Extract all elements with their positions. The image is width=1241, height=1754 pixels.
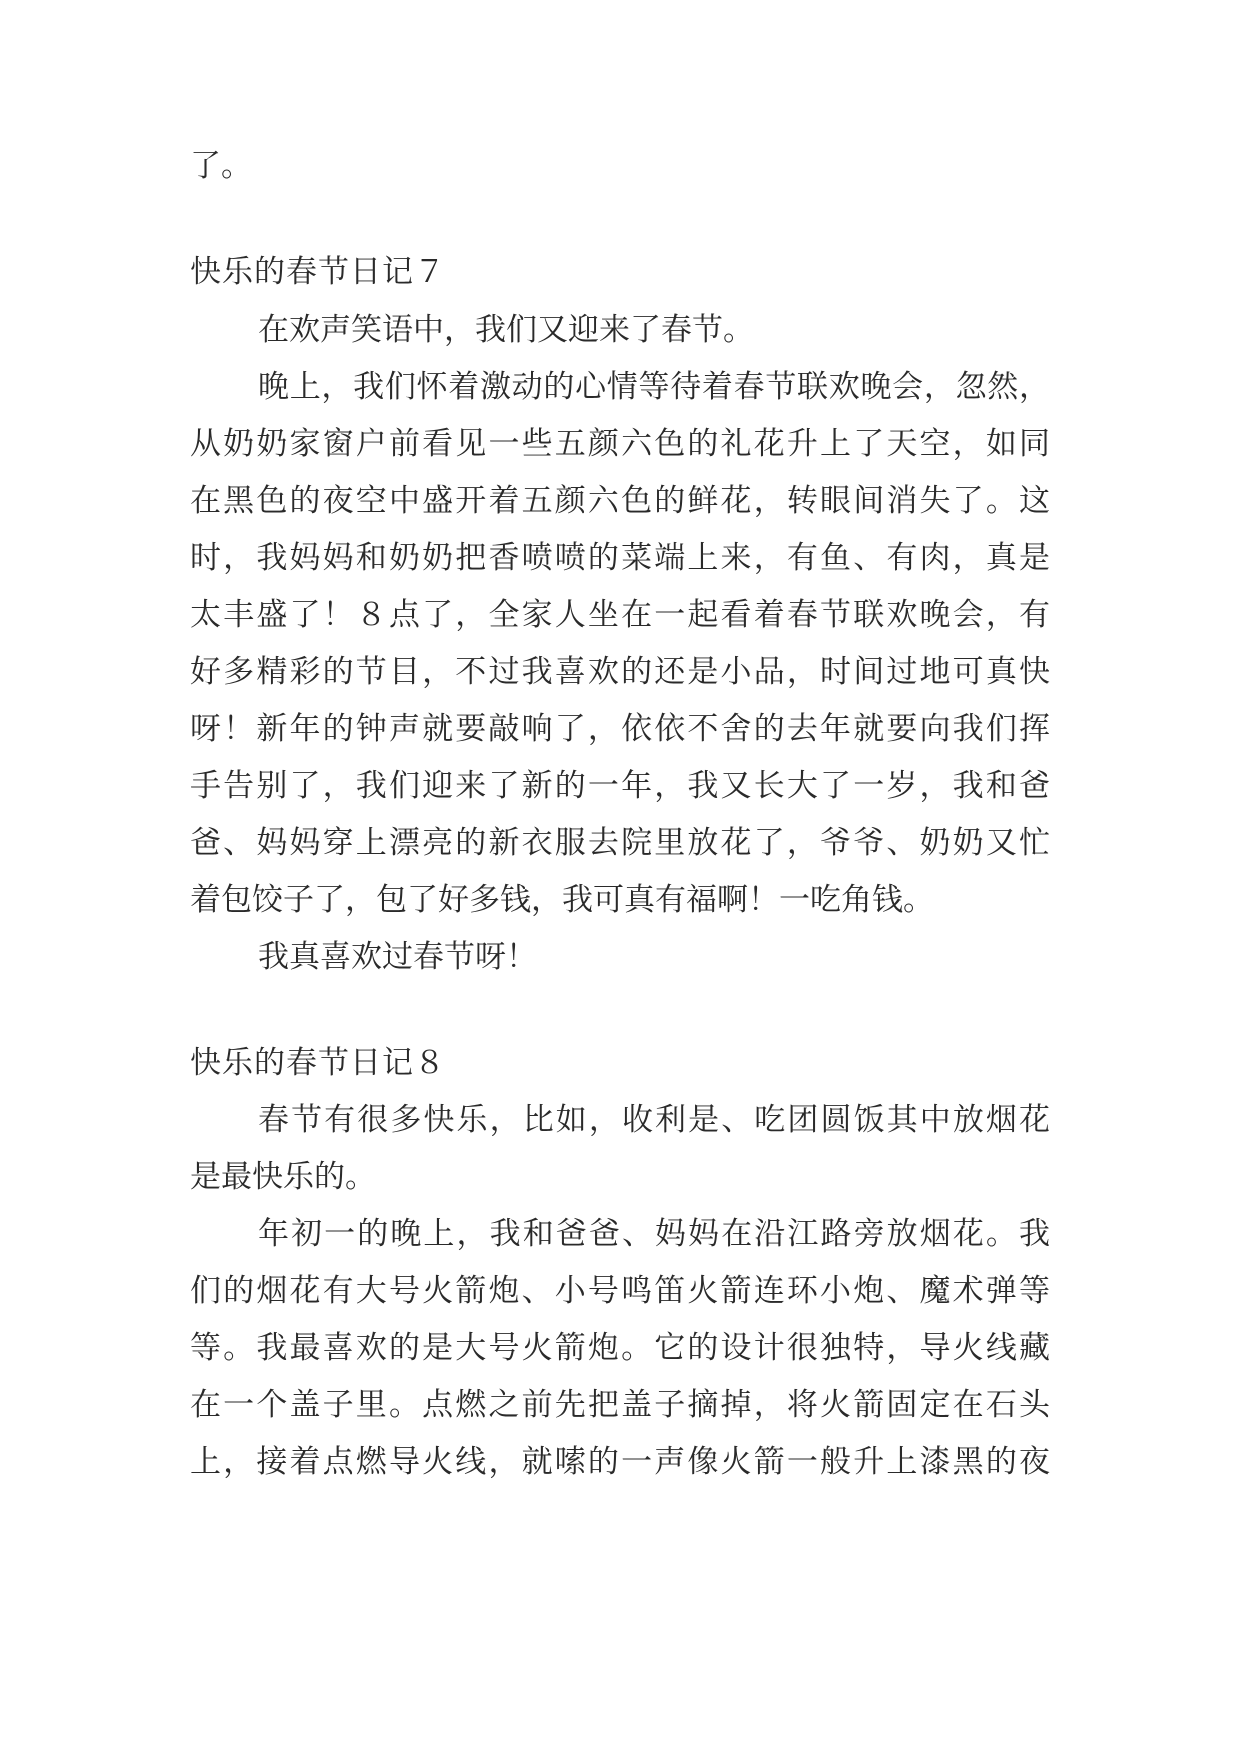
paragraph-line: 时，我妈妈和奶奶把香喷喷的菜端上来，有鱼、有肉，真是	[190, 540, 1050, 576]
paragraph-line: 晚上，我们怀着激动的心情等待着春节联欢晚会，忽然，	[258, 369, 1050, 405]
paragraph-line: 手告别了，我们迎来了新的一年，我又长大了一岁，我和爸	[190, 768, 1050, 804]
paragraph-line: 等。我最喜欢的是大号火箭炮。它的设计很独特，导火线藏	[190, 1330, 1050, 1366]
section-heading-7: 快乐的春节日记７	[190, 254, 446, 290]
paragraph-line: 上，接着点燃导火线，就嗦的一声像火箭一般升上漆黑的夜	[190, 1444, 1050, 1480]
paragraph-line: 在一个盖子里。点燃之前先把盖子摘掉，将火箭固定在石头	[190, 1387, 1050, 1423]
paragraph-line: 在黑色的夜空中盛开着五颜六色的鲜花，转眼间消失了。这	[190, 483, 1050, 519]
paragraph-line: 爸、妈妈穿上漂亮的新衣服去院里放花了，爷爷、奶奶又忙	[190, 825, 1050, 861]
paragraph-line: 着包饺子了，包了好多钱，我可真有福啊！一吃角钱。	[190, 882, 934, 918]
paragraph-line: 好多精彩的节目，不过我喜欢的还是小品，时间过地可真快	[190, 654, 1050, 690]
paragraph-line: 我真喜欢过春节呀！	[258, 939, 537, 975]
paragraph-line: 太丰盛了！８点了，全家人坐在一起看着春节联欢晚会，有	[190, 597, 1050, 633]
paragraph-line: 在欢声笑语中，我们又迎来了春节。	[258, 312, 754, 348]
section-heading-8: 快乐的春节日记８	[190, 1045, 446, 1081]
text-line: 了。	[190, 148, 252, 184]
paragraph-line: 们的烟花有大号火箭炮、小号鸣笛火箭连环小炮、魔术弹等	[190, 1273, 1050, 1309]
paragraph-line: 从奶奶家窗户前看见一些五颜六色的礼花升上了天空，如同	[190, 426, 1050, 462]
paragraph-line: 呀！新年的钟声就要敲响了，依依不舍的去年就要向我们挥	[190, 711, 1050, 747]
paragraph-line: 年初一的晚上，我和爸爸、妈妈在沿江路旁放烟花。我	[258, 1216, 1050, 1252]
paragraph-line: 春节有很多快乐，比如，收利是、吃团圆饭其中放烟花	[258, 1102, 1050, 1138]
paragraph-line: 是最快乐的。	[190, 1159, 376, 1195]
